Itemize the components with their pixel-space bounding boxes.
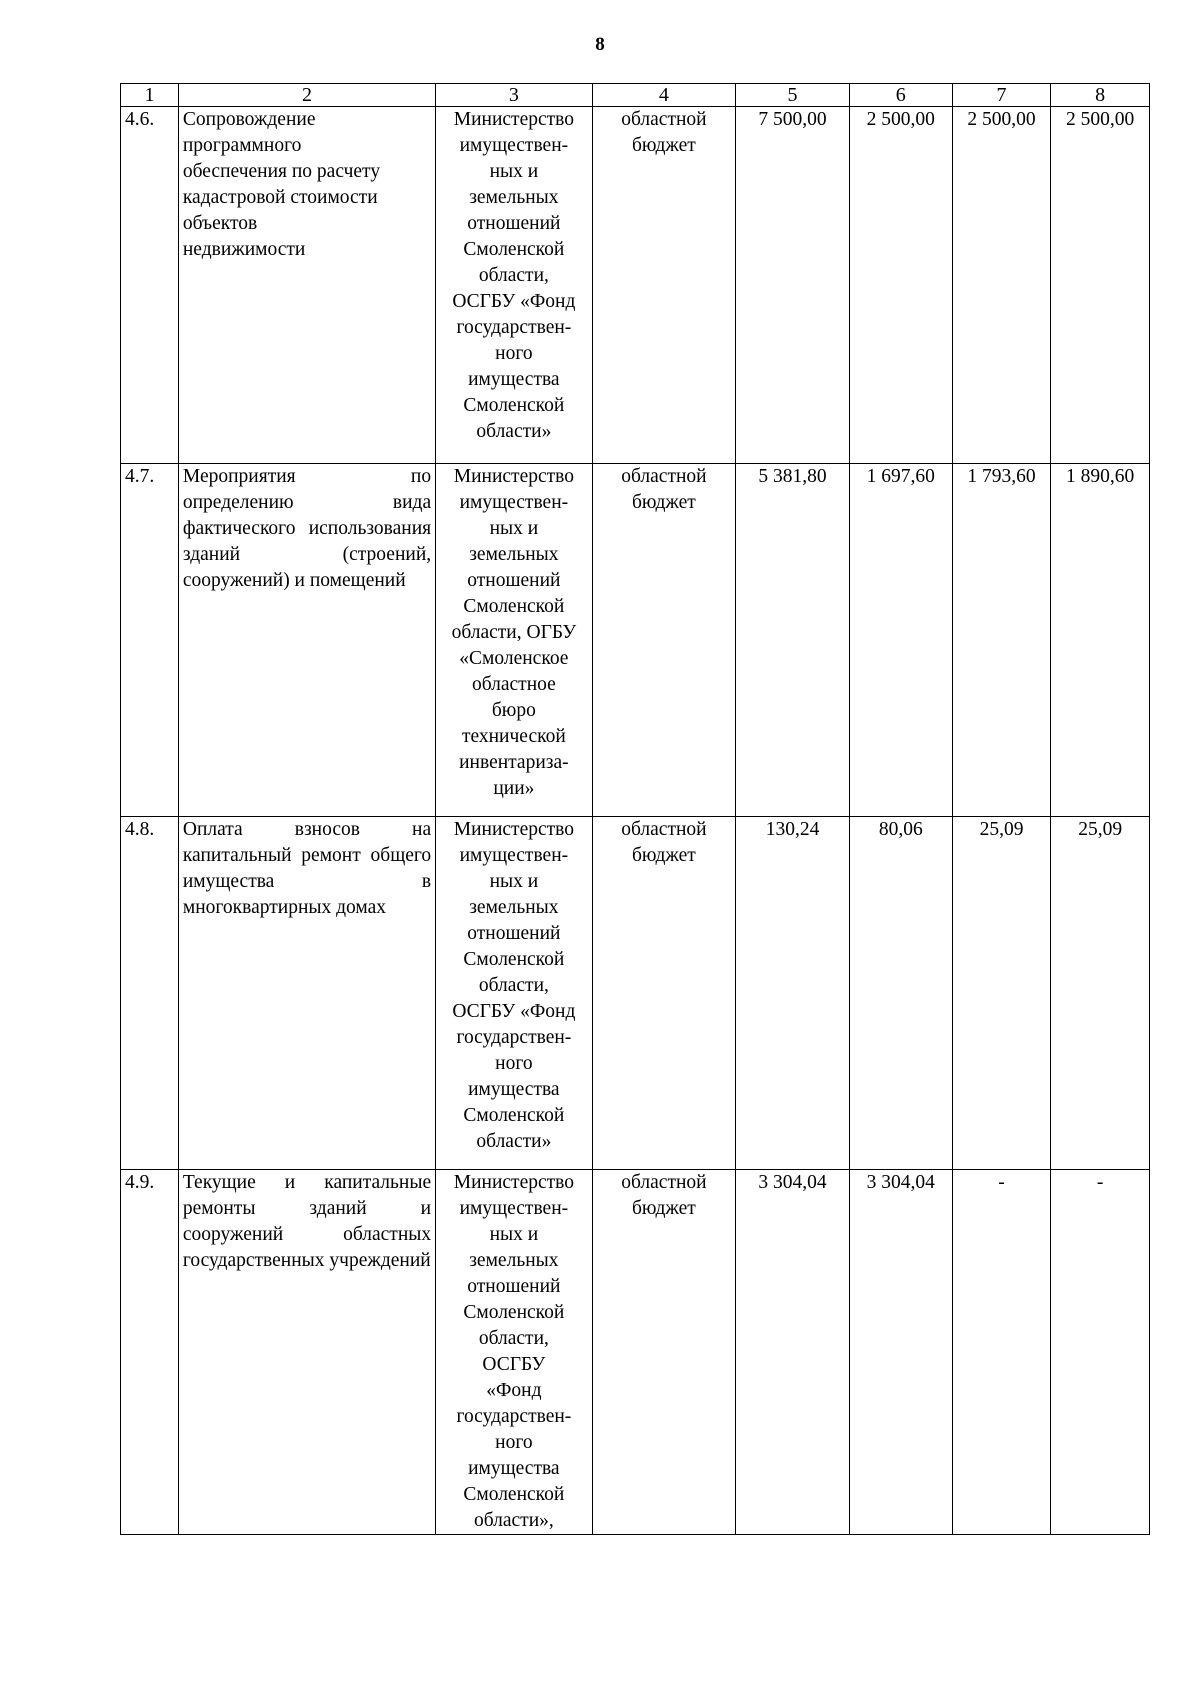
item-executor: Министерство имуществен- ных и земельных отношений Смоленской области, ОСГБУ «Фонд государствен- ного имущества Смоленской области», xyxy=(436,1170,592,1535)
amount-year-2: 2 500,00 xyxy=(952,107,1051,464)
amount-total: 130,24 xyxy=(736,817,850,1170)
item-name: Сопровождение программного обеспечения по расчету кадастровой стоимости объектов недвижимости xyxy=(178,107,435,464)
header-cell: 8 xyxy=(1051,84,1150,107)
header-cell: 3 xyxy=(436,84,592,107)
header-cell: 6 xyxy=(849,84,952,107)
amount-year-3: - xyxy=(1051,1170,1150,1535)
amount-total: 5 381,80 xyxy=(736,464,850,817)
header-cell: 1 xyxy=(121,84,179,107)
item-number: 4.8. xyxy=(121,817,179,1170)
table-row xyxy=(121,107,1150,464)
amount-year-3: 25,09 xyxy=(1051,817,1150,1170)
amount-year-1: 80,06 xyxy=(849,817,952,1170)
amount-year-1: 1 697,60 xyxy=(849,464,952,817)
amount-year-3: 1 890,60 xyxy=(1051,464,1150,817)
amount-year-1: 2 500,00 xyxy=(849,107,952,464)
header-cell: 2 xyxy=(178,84,435,107)
amount-year-2: 25,09 xyxy=(952,817,1051,1170)
amount-total: 7 500,00 xyxy=(736,107,850,464)
item-number: 4.9. xyxy=(121,1170,179,1535)
amount-year-2: 1 793,60 xyxy=(952,464,1051,817)
page-number: 8 xyxy=(595,34,605,55)
item-executor: Министерство имуществен- ных и земельных отношений Смоленской области, ОСГБУ «Фонд государствен- ного имущества Смоленской области» xyxy=(436,817,592,1170)
item-name: Мероприятия по определению вида фактического использования зданий (строений, сооружений) и помещений xyxy=(178,464,435,817)
amount-total: 3 304,04 xyxy=(736,1170,850,1535)
amount-year-2: - xyxy=(952,1170,1051,1535)
funding-source: областной бюджет xyxy=(592,1170,736,1535)
table-row xyxy=(121,1170,1150,1535)
item-name: Оплата взносов на капитальный ремонт общего имущества в многоквартирных домах xyxy=(178,817,435,1170)
funding-source: областной бюджет xyxy=(592,464,736,817)
funding-source: областной бюджет xyxy=(592,107,736,464)
table-row xyxy=(121,817,1150,1170)
item-executor: Министерство имуществен- ных и земельных отношений Смоленской области, ОГБУ «Смоленское областное бюро технической инвентариза- ции» xyxy=(436,464,592,817)
amount-year-3: 2 500,00 xyxy=(1051,107,1150,464)
program-activities-table xyxy=(120,83,1150,1535)
item-name: Текущие и капитальные ремонты зданий и сооружений областных государственных учреждений xyxy=(178,1170,435,1535)
amount-year-1: 3 304,04 xyxy=(849,1170,952,1535)
header-cell: 5 xyxy=(736,84,850,107)
table-row xyxy=(121,464,1150,817)
item-number: 4.7. xyxy=(121,464,179,817)
header-cell: 7 xyxy=(952,84,1051,107)
header-cell: 4 xyxy=(592,84,736,107)
funding-source: областной бюджет xyxy=(592,817,736,1170)
item-executor: Министерство имуществен- ных и земельных отношений Смоленской области, ОСГБУ «Фонд государствен- ного имущества Смоленской области» xyxy=(436,107,592,464)
item-number: 4.6. xyxy=(121,107,179,464)
table-header-row xyxy=(121,84,1150,107)
